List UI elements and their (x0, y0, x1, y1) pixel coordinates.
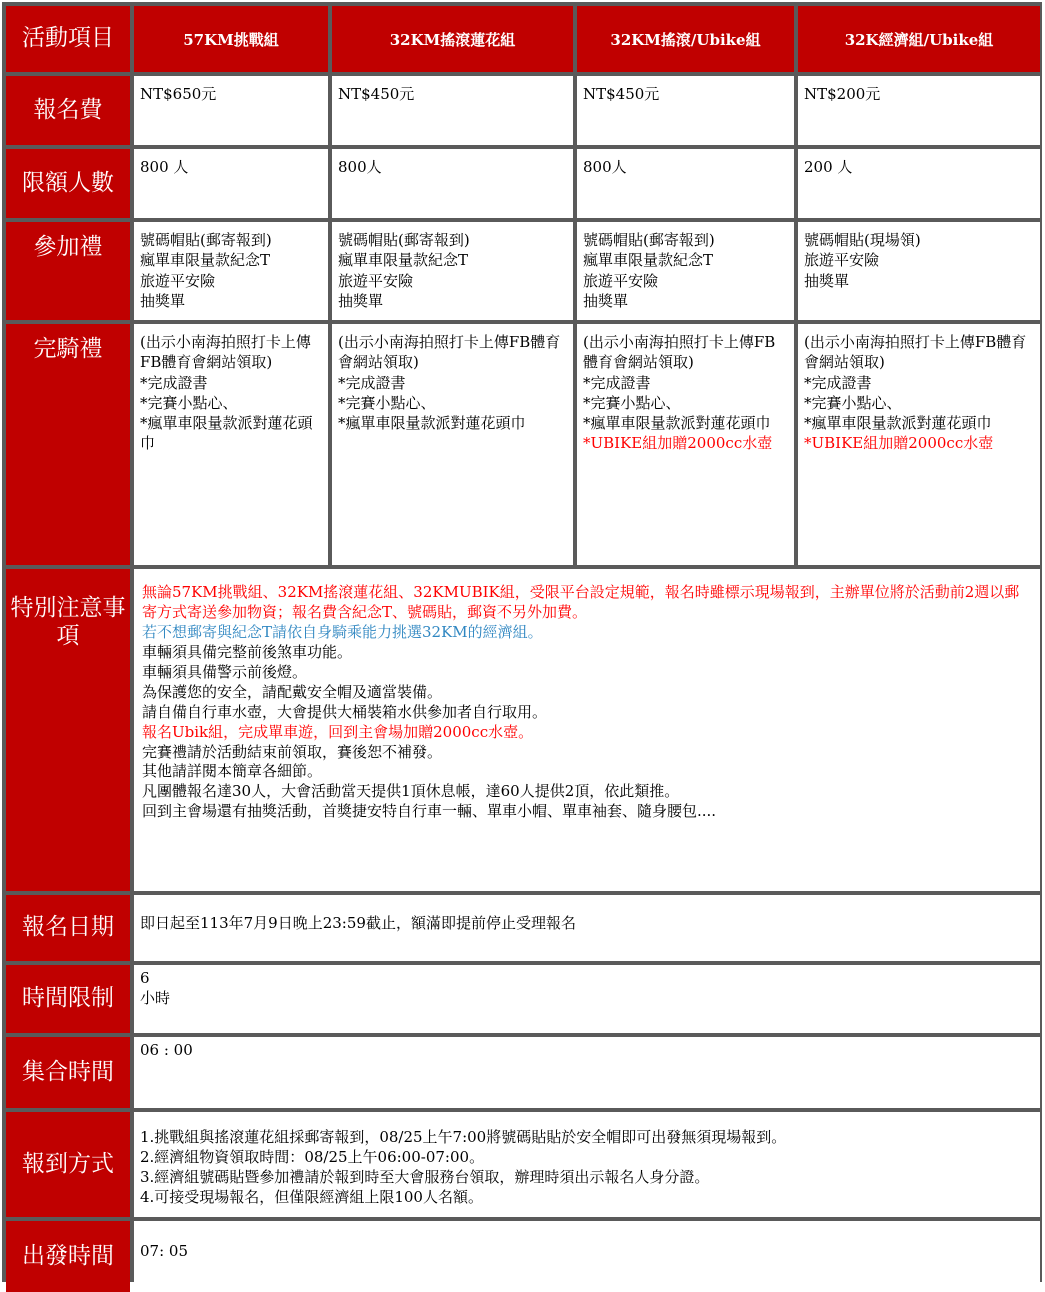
notes-line: 為保護您的安全，請配戴安全帽及適當裝備。 (142, 682, 443, 701)
group-header-32km-ubike: 32KM搖滾/Ubike組 (577, 6, 794, 72)
gifts-cell (332, 222, 573, 320)
notes-line: 其他請詳閱本簡章各細節。 (142, 762, 323, 781)
gift-item: 瘋單車限量款紀念T (140, 251, 271, 270)
finisher-ubike-bonus: *UBIKE組加贈2000cc水壺 (583, 434, 773, 453)
finisher-text: (出示小南海拍照打卡上傳FB體育會網站領取) *完成證書 *完賽小點心、 *瘋單車限量款派對蓮花頭巾 (140, 333, 313, 453)
row-label-assembly: 集合時間 (6, 1037, 130, 1108)
gift-item: 抽獎單 (140, 291, 186, 310)
fee-cell: NT$450元 (577, 76, 794, 145)
row-label-fee: 報名費 (6, 76, 130, 145)
gift-item: 旅遊平安險 (140, 271, 216, 290)
gift-item: 號碼帽貼(郵寄報到) (140, 231, 272, 249)
event-info-table (2, 2, 1042, 1282)
finisher-text: (出示小南海拍照打卡上傳FB體育會網站領取) *完成證書 *完賽小點心、 *瘋單車限量款派對蓮花頭巾 (338, 333, 561, 432)
checkin-line: 3.經濟組號碼貼暨參加禮請於報到時至大會服務台領取，辦理時須出示報名人身分證。 (140, 1167, 710, 1186)
signup-date-value: 即日起至113年7月9日晚上23:59截止，額滿即提前停止受理報名 (134, 895, 1040, 961)
fee-cell: NT$200元 (798, 76, 1040, 145)
group-header-57km: 57KM挑戰組 (134, 6, 328, 72)
notes-ubike-bonus: 報名Ubik組，完成單車遊，回到主會場加贈2000cc水壺。 (142, 722, 534, 741)
row-label-gifts: 參加禮 (6, 222, 130, 320)
row-label-finisher: 完騎禮 (6, 324, 130, 565)
quota-cell: 200 人 (798, 149, 1040, 218)
group-header-32k-economy: 32K經濟組/Ubike組 (798, 6, 1040, 72)
row-label-departure: 出發時間 (6, 1221, 130, 1292)
row-label-notes: 特別注意事項 (6, 569, 130, 891)
time-limit-cell (134, 965, 1040, 1033)
assembly-time-value: 06 : 00 (134, 1037, 1040, 1108)
row-label-signup-date: 報名日期 (6, 895, 130, 961)
gift-item: 瘋單車限量款紀念T (338, 251, 469, 270)
gift-item: 旅遊平安險 (338, 271, 414, 290)
notes-mail-notice: 無論57KM挑戰組、32KM搖滾蓮花組、32KMUBIK組，受限平台設定規範，報名時雖標示現場報到，主辦單位將於活動前2週以郵寄方式寄送參加物資；報名費含紀念T、號碼貼，郵資不另外加費。 (142, 583, 1020, 621)
time-limit-number: 6 (140, 969, 150, 987)
departure-time-value: 07: 05 (134, 1221, 1040, 1292)
notes-line: 完賽禮請於活動結束前領取，賽後恕不補發。 (142, 742, 443, 761)
quota-cell: 800人 (577, 149, 794, 218)
gift-item: 抽獎單 (338, 291, 384, 310)
row-label-quota: 限額人數 (6, 149, 130, 218)
finisher-text: (出示小南海拍照打卡上傳FB體育會網站領取) *完成證書 *完賽小點心、 *瘋單車限量款派對蓮花頭巾 (583, 333, 776, 432)
gifts-cell (577, 222, 794, 320)
checkin-line: 1.挑戰組與搖滾蓮花組採郵寄報到，08/25上午7:00將號碼貼貼於安全帽即可出發無須現場報到。 (140, 1128, 787, 1146)
gift-item: 旅遊平安險 (804, 251, 880, 270)
gift-item: 號碼帽貼(郵寄報到) (583, 231, 715, 249)
notes-line: 車輛須具備完整前後煞車功能。 (142, 642, 353, 661)
gift-item: 抽獎單 (804, 271, 850, 290)
notes-economy-tip: 若不想郵寄與紀念T請依自身騎乘能力挑選32KM的經濟組。 (142, 622, 543, 641)
gifts-cell (134, 222, 328, 320)
finisher-cell (332, 324, 573, 565)
checkin-cell (134, 1112, 1040, 1217)
notes-line: 凡團體報名達30人，大會活動當天提供1頂休息帳，達60人提供2頂，依此類推。 (142, 782, 680, 801)
gift-item: 瘋單車限量款紀念T (583, 251, 714, 270)
gifts-cell (798, 222, 1040, 320)
gift-item: 抽獎單 (583, 291, 629, 310)
checkin-line: 2.經濟組物資領取時間：08/25上午06:00-07:00。 (140, 1147, 485, 1166)
notes-cell (134, 569, 1040, 891)
row-label-time-limit: 時間限制 (6, 965, 130, 1033)
finisher-cell (798, 324, 1040, 565)
notes-line: 請自備自行車水壺，大會提供大桶裝箱水供參加者自行取用。 (142, 702, 548, 721)
notes-line: 車輛須具備警示前後燈。 (142, 662, 308, 681)
checkin-line: 4.可接受現場報名，但僅限經濟組上限100人名額。 (140, 1187, 483, 1206)
gift-item: 旅遊平安險 (583, 271, 659, 290)
quota-cell: 800人 (332, 149, 573, 218)
notes-line: 回到主會場還有抽獎活動，首獎捷安特自行車一輛、單車小帽、單車袖套、隨身腰包.... (142, 802, 717, 821)
finisher-cell (577, 324, 794, 565)
finisher-text: (出示小南海拍照打卡上傳FB體育會網站領取) *完成證書 *完賽小點心、 *瘋單車限量款派對蓮花頭巾 (804, 333, 1027, 432)
row-label-checkin: 報到方式 (6, 1112, 130, 1217)
quota-cell: 800 人 (134, 149, 328, 218)
row-label-event-item: 活動項目 (6, 6, 130, 72)
fee-cell: NT$450元 (332, 76, 573, 145)
fee-cell: NT$650元 (134, 76, 328, 145)
gift-item: 號碼帽貼(郵寄報到) (338, 231, 470, 249)
gift-item: 號碼帽貼(現場領) (804, 231, 921, 249)
finisher-cell (134, 324, 328, 565)
finisher-ubike-bonus: *UBIKE組加贈2000cc水壺 (804, 434, 994, 453)
group-header-32km-lotus: 32KM搖滾蓮花組 (332, 6, 573, 72)
time-limit-unit: 小時 (140, 989, 171, 1008)
